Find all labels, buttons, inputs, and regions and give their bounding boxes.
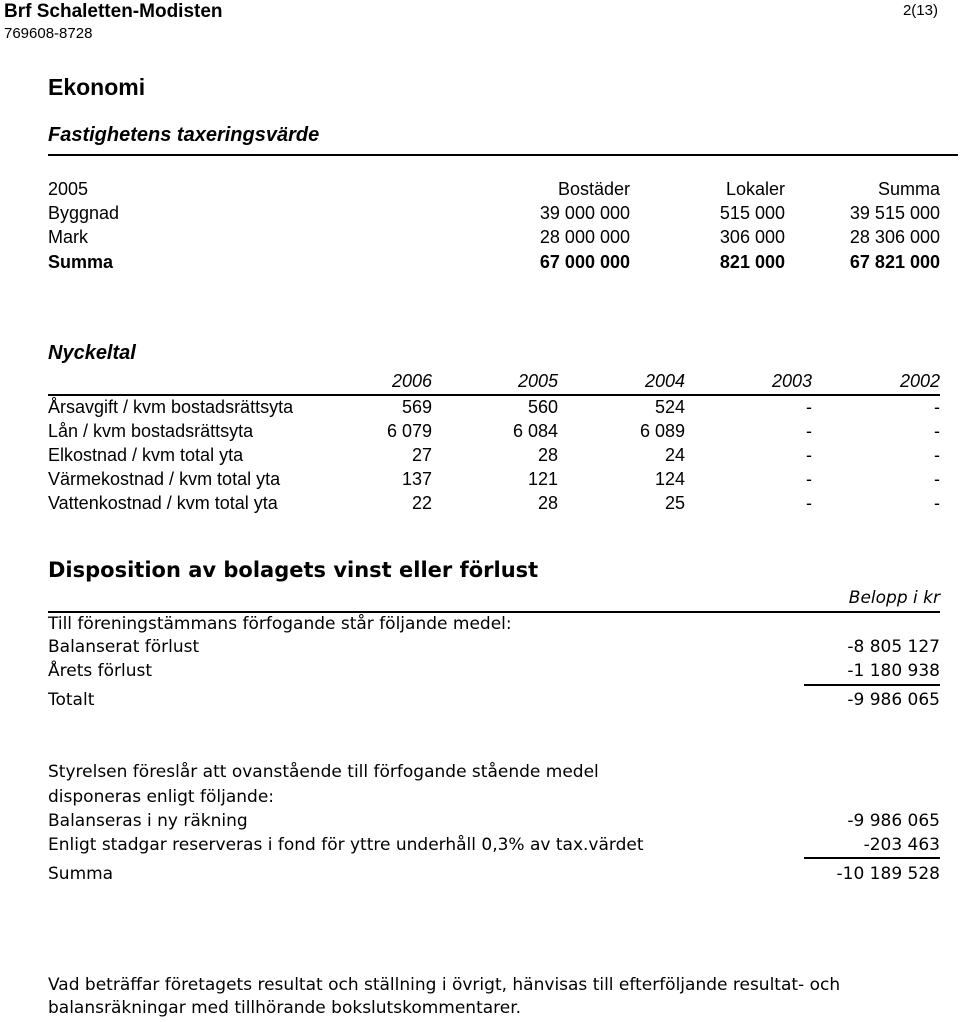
cell: 28 <box>537 445 558 465</box>
company-name: Brf Schaletten-Modisten <box>4 1 223 22</box>
row-label: Elkostnad / kvm total yta <box>48 445 244 465</box>
cell: 121 <box>527 469 558 489</box>
total-row <box>48 688 940 712</box>
item-label: Årets förlust <box>48 661 153 681</box>
amount-header: Belopp i kr <box>848 588 940 608</box>
tax-value-heading: Fastighetens taxeringsvärde <box>48 124 320 146</box>
cell: 39 515 000 <box>849 203 940 223</box>
cell: 6 079 <box>386 421 432 441</box>
item-amount: -1 180 938 <box>847 661 940 681</box>
proposal-line <box>48 760 940 784</box>
subtotal-rule <box>804 684 940 686</box>
row-label: Lån / kvm bostadsrättsyta <box>48 421 254 441</box>
table-row <box>48 491 940 515</box>
disposition-intro-row <box>48 612 940 636</box>
table-row <box>48 419 940 443</box>
cell: 821 000 <box>719 252 785 272</box>
row-label: Värmekostnad / kvm total yta <box>48 469 281 489</box>
list-item <box>48 659 940 683</box>
cell: - <box>806 421 812 441</box>
total-label: Totalt <box>48 690 95 710</box>
disposition-heading: Disposition av bolagets vinst eller förlust <box>48 558 539 582</box>
cell: - <box>934 493 940 513</box>
tax-table-header <box>48 177 940 201</box>
cell: 137 <box>401 469 432 489</box>
cell: - <box>806 469 812 489</box>
row-label: Mark <box>48 227 88 247</box>
section-title: Ekonomi <box>48 74 146 100</box>
table-row <box>48 467 940 491</box>
total-amount: -9 986 065 <box>847 690 940 710</box>
year-header: 2002 <box>899 371 940 391</box>
year-header: 2005 <box>517 371 558 391</box>
table-row <box>48 395 940 419</box>
cell: 39 000 000 <box>539 203 630 223</box>
cell: 515 000 <box>719 203 785 223</box>
cell: 569 <box>401 397 432 417</box>
footer-text-2: balansräkningar med tillhörande bokslutskommentarer. <box>48 998 522 1018</box>
key-figures-heading: Nyckeltal <box>48 342 136 364</box>
item-label: Balanserat förlust <box>48 637 200 657</box>
proposal-subtotal-rule <box>804 857 940 859</box>
cell: - <box>806 397 812 417</box>
proposal-text-2: disponeras enligt följande: <box>48 787 275 807</box>
proposal-text-1: Styrelsen föreslår att ovanstående till förfogande stående medel <box>48 762 599 782</box>
tax-col-bostader: Bostäder <box>557 179 630 199</box>
list-item <box>48 809 940 833</box>
cell: 67 000 000 <box>539 252 630 272</box>
cell: 524 <box>654 397 685 417</box>
cell: - <box>934 445 940 465</box>
cell: 560 <box>527 397 558 417</box>
cell: - <box>806 493 812 513</box>
amount-header-row <box>48 586 940 610</box>
footer-line <box>48 996 940 1020</box>
cell: 28 306 000 <box>849 227 940 247</box>
proposal-line <box>48 785 940 809</box>
cell: 27 <box>411 445 432 465</box>
tax-heading-rule <box>48 154 958 156</box>
org-number: 769608-8728 <box>4 25 93 42</box>
item-amount: -203 463 <box>863 835 940 855</box>
row-label: Summa <box>48 252 114 272</box>
table-row <box>48 225 940 249</box>
tax-col-year: 2005 <box>48 179 89 199</box>
cell: 6 084 <box>512 421 558 441</box>
cell: - <box>934 421 940 441</box>
total-amount: -10 189 528 <box>836 864 940 884</box>
total-row <box>48 862 940 886</box>
key-figures-header <box>48 369 940 393</box>
cell: - <box>934 469 940 489</box>
page-number: 2(13) <box>902 2 938 19</box>
row-label: Årsavgift / kvm bostadsrättsyta <box>48 397 294 417</box>
cell: - <box>806 445 812 465</box>
cell: 25 <box>664 493 685 513</box>
list-item <box>48 833 940 857</box>
cell: 24 <box>664 445 685 465</box>
footer-text-1: Vad beträffar företagets resultat och ställning i övrigt, hänvisas till efterföljande resultat- och <box>48 975 841 995</box>
cell: 28 000 000 <box>539 227 630 247</box>
year-header: 2004 <box>644 371 685 391</box>
item-label: Enligt stadgar reserveras i fond för yttre underhåll 0,3% av tax.värdet <box>48 835 644 855</box>
cell: 6 089 <box>639 421 685 441</box>
cell: 306 000 <box>719 227 785 247</box>
cell: 124 <box>654 469 685 489</box>
cell: 22 <box>411 493 432 513</box>
table-row <box>48 201 940 225</box>
table-row-total <box>48 250 940 274</box>
cell: 28 <box>537 493 558 513</box>
row-label: Vattenkostnad / kvm total yta <box>48 493 278 513</box>
footer-line <box>48 973 940 997</box>
table-row <box>48 443 940 467</box>
tax-col-summa: Summa <box>877 179 940 199</box>
row-label: Byggnad <box>48 203 120 223</box>
cell: 67 821 000 <box>849 252 940 272</box>
item-amount: -9 986 065 <box>847 811 940 831</box>
item-amount: -8 805 127 <box>847 637 940 657</box>
item-label: Balanseras i ny räkning <box>48 811 248 831</box>
total-label: Summa <box>48 864 114 884</box>
list-item <box>48 635 940 659</box>
tax-col-lokaler: Lokaler <box>725 179 785 199</box>
year-header: 2006 <box>391 371 432 391</box>
disposition-intro: Till föreningstämmans förfogande står följande medel: <box>48 614 512 634</box>
cell: - <box>934 397 940 417</box>
year-header: 2003 <box>771 371 812 391</box>
